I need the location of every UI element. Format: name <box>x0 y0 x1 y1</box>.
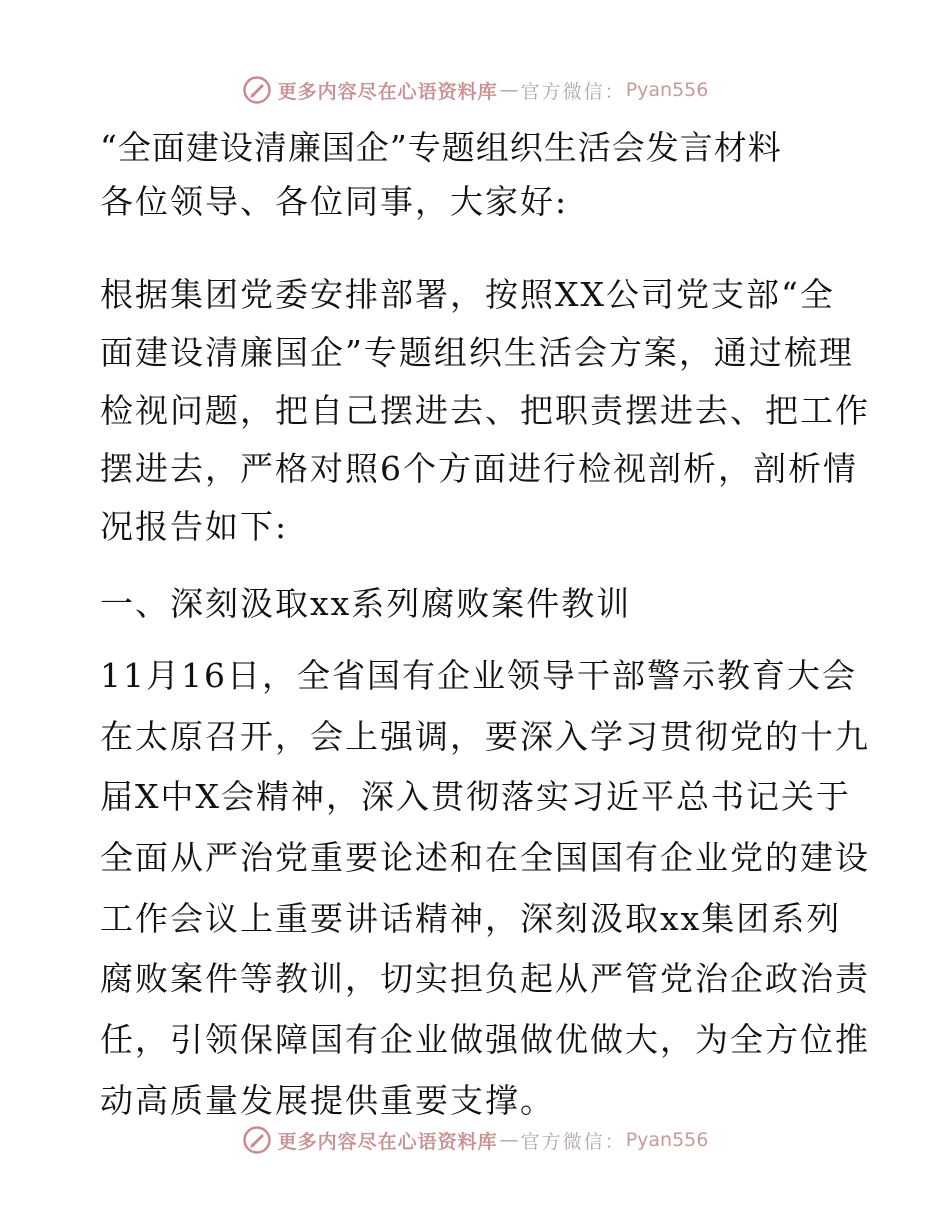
intro-line: 摆进去，严格对照6个方面进行检视剖析，剖析情 <box>100 449 858 488</box>
intro-line: 面建设清廉国企”专题组织生活会方案，通过梳理 <box>100 333 854 372</box>
section-line: 腐败案件等教训，切实担负起从严管党治企政治责 <box>100 959 870 999</box>
section-paragraph <box>100 646 870 1132</box>
watermark-footer <box>0 1120 950 1160</box>
intro-line: 根据集团党委安排部署，按照XX公司党支部“全 <box>100 275 835 314</box>
section-line: 任，引领保障国有企业做强做优做大，为全方位推 <box>100 1020 870 1060</box>
section-line: 工作会议上重要讲话精神，深刻汲取xx集团系列 <box>100 898 842 938</box>
section-line: 在太原召开，会上强调，要深入学习贯彻党的十九 <box>100 716 870 756</box>
section-line: 全面从严治党重要论述和在全国国有企业党的建设 <box>100 838 870 878</box>
watermark-header <box>0 70 950 110</box>
section-heading: 一、深刻汲取xx系列腐败案件教训 <box>100 584 632 623</box>
section-line: 11月16日，全省国有企业领导干部警示教育大会 <box>100 656 857 695</box>
watermark-brand: 更多内容尽在心语资料库 <box>277 1130 498 1153</box>
document-title: “全面建设清廉国企”专题组织生活会发言材料 <box>100 128 782 167</box>
watermark-dash: — <box>499 1129 519 1151</box>
watermark-wechat-id: Pyan556 <box>625 1129 709 1151</box>
intro-line: 检视问题，把自己摆进去、把职责摆进去、把工作 <box>100 391 870 430</box>
watermark-label: 官方微信： <box>520 1130 626 1153</box>
watermark-label: 官方微信： <box>520 80 626 103</box>
section-line: 动高质量发展提供重要支撑。 <box>100 1080 555 1120</box>
intro-line: 况报告如下: <box>100 507 289 546</box>
watermark-dash: — <box>499 79 519 101</box>
watermark-brand: 更多内容尽在心语资料库 <box>277 80 498 103</box>
watermark-wechat-id: Pyan556 <box>625 79 709 101</box>
section-line: 届X中X会精神，深入贯彻落实习近平总书记关于 <box>100 777 851 817</box>
brand-logo-icon <box>242 75 272 105</box>
brand-logo-icon <box>242 1125 272 1155</box>
greeting: 各位领导、各位同事，大家好: <box>100 182 569 221</box>
intro-paragraph <box>100 266 870 556</box>
